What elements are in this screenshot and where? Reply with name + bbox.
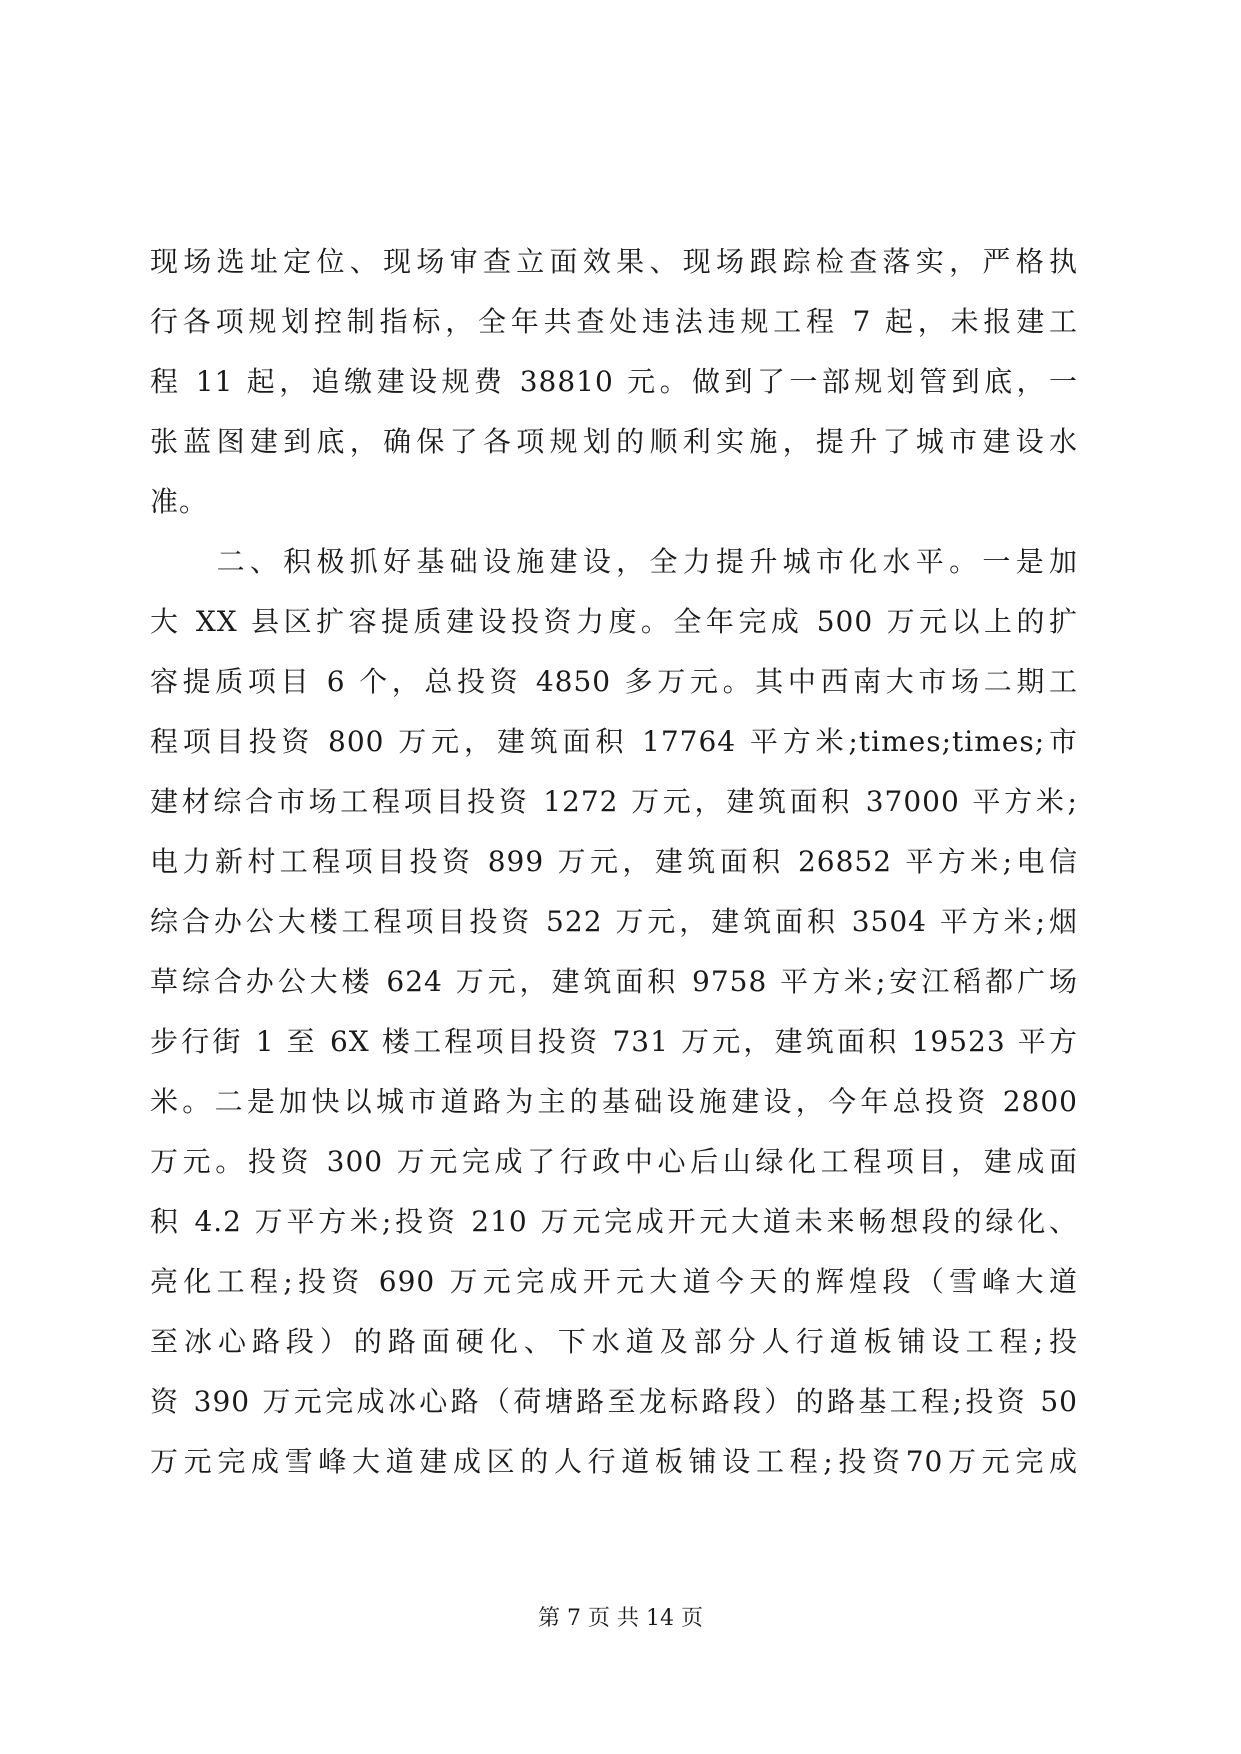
text-line: 亮化工程;投资 690 万元完成开元大道今天的辉煌段（雪峰大道 <box>150 1265 1078 1298</box>
text-line: 至冰心路段）的路面硬化、下水道及部分人行道板铺设工程;投 <box>150 1325 1078 1358</box>
page-footer: 第 7 页 共 14 页 <box>538 1606 703 1631</box>
text-line: 资 390 万元完成冰心路（荷塘路至龙标路段）的路基工程;投资 50 <box>150 1385 1078 1418</box>
text-line: 万元完成雪峰大道建成区的人行道板铺设工程;投资70万元完成 <box>150 1445 1078 1478</box>
text-line: 现场选址定位、现场审查立面效果、现场跟踪检查落实，严格执 <box>150 245 1078 278</box>
text-line: 建材综合市场工程项目投资 1272 万元，建筑面积 37000 平方米; <box>150 785 1078 818</box>
text-line: 步行街 1 至 6X 楼工程项目投资 731 万元，建筑面积 19523 平方 <box>150 1025 1078 1058</box>
text-line: 容提质项目 6 个，总投资 4850 多万元。其中西南大市场二期工 <box>150 665 1078 698</box>
body-text <box>150 232 1078 1492</box>
text-line: 电力新村工程项目投资 899 万元，建筑面积 26852 平方米;电信 <box>150 845 1078 878</box>
text-line: 积 4.2 万平方米;投资 210 万元完成开元大道未来畅想段的绿化、 <box>150 1205 1078 1238</box>
text-line: 二、积极抓好基础设施建设，全力提升城市化水平。一是加 <box>150 545 1078 578</box>
text-line: 准。 <box>150 485 209 518</box>
text-line: 程 11 起，追缴建设规费 38810 元。做到了一部规划管到底，一 <box>150 365 1078 398</box>
text-line: 草综合办公大楼 624 万元，建筑面积 9758 平方米;安江稻都广场 <box>150 965 1078 998</box>
text-line: 大 XX 县区扩容提质建设投资力度。全年完成 500 万元以上的扩 <box>150 605 1078 638</box>
text-line: 综合办公大楼工程项目投资 522 万元，建筑面积 3504 平方米;烟 <box>150 905 1078 938</box>
text-line: 张蓝图建到底，确保了各项规划的顺利实施，提升了城市建设水 <box>150 425 1078 458</box>
text-line: 行各项规划控制指标，全年共查处违法违规工程 7 起，未报建工 <box>150 305 1078 338</box>
text-line: 万元。投资 300 万元完成了行政中心后山绿化工程项目，建成面 <box>150 1145 1078 1178</box>
text-line: 米。二是加快以城市道路为主的基础设施建设，今年总投资 2800 <box>150 1085 1078 1118</box>
text-line: 程项目投资 800 万元，建筑面积 17764 平方米;times;times;市 <box>150 725 1078 758</box>
